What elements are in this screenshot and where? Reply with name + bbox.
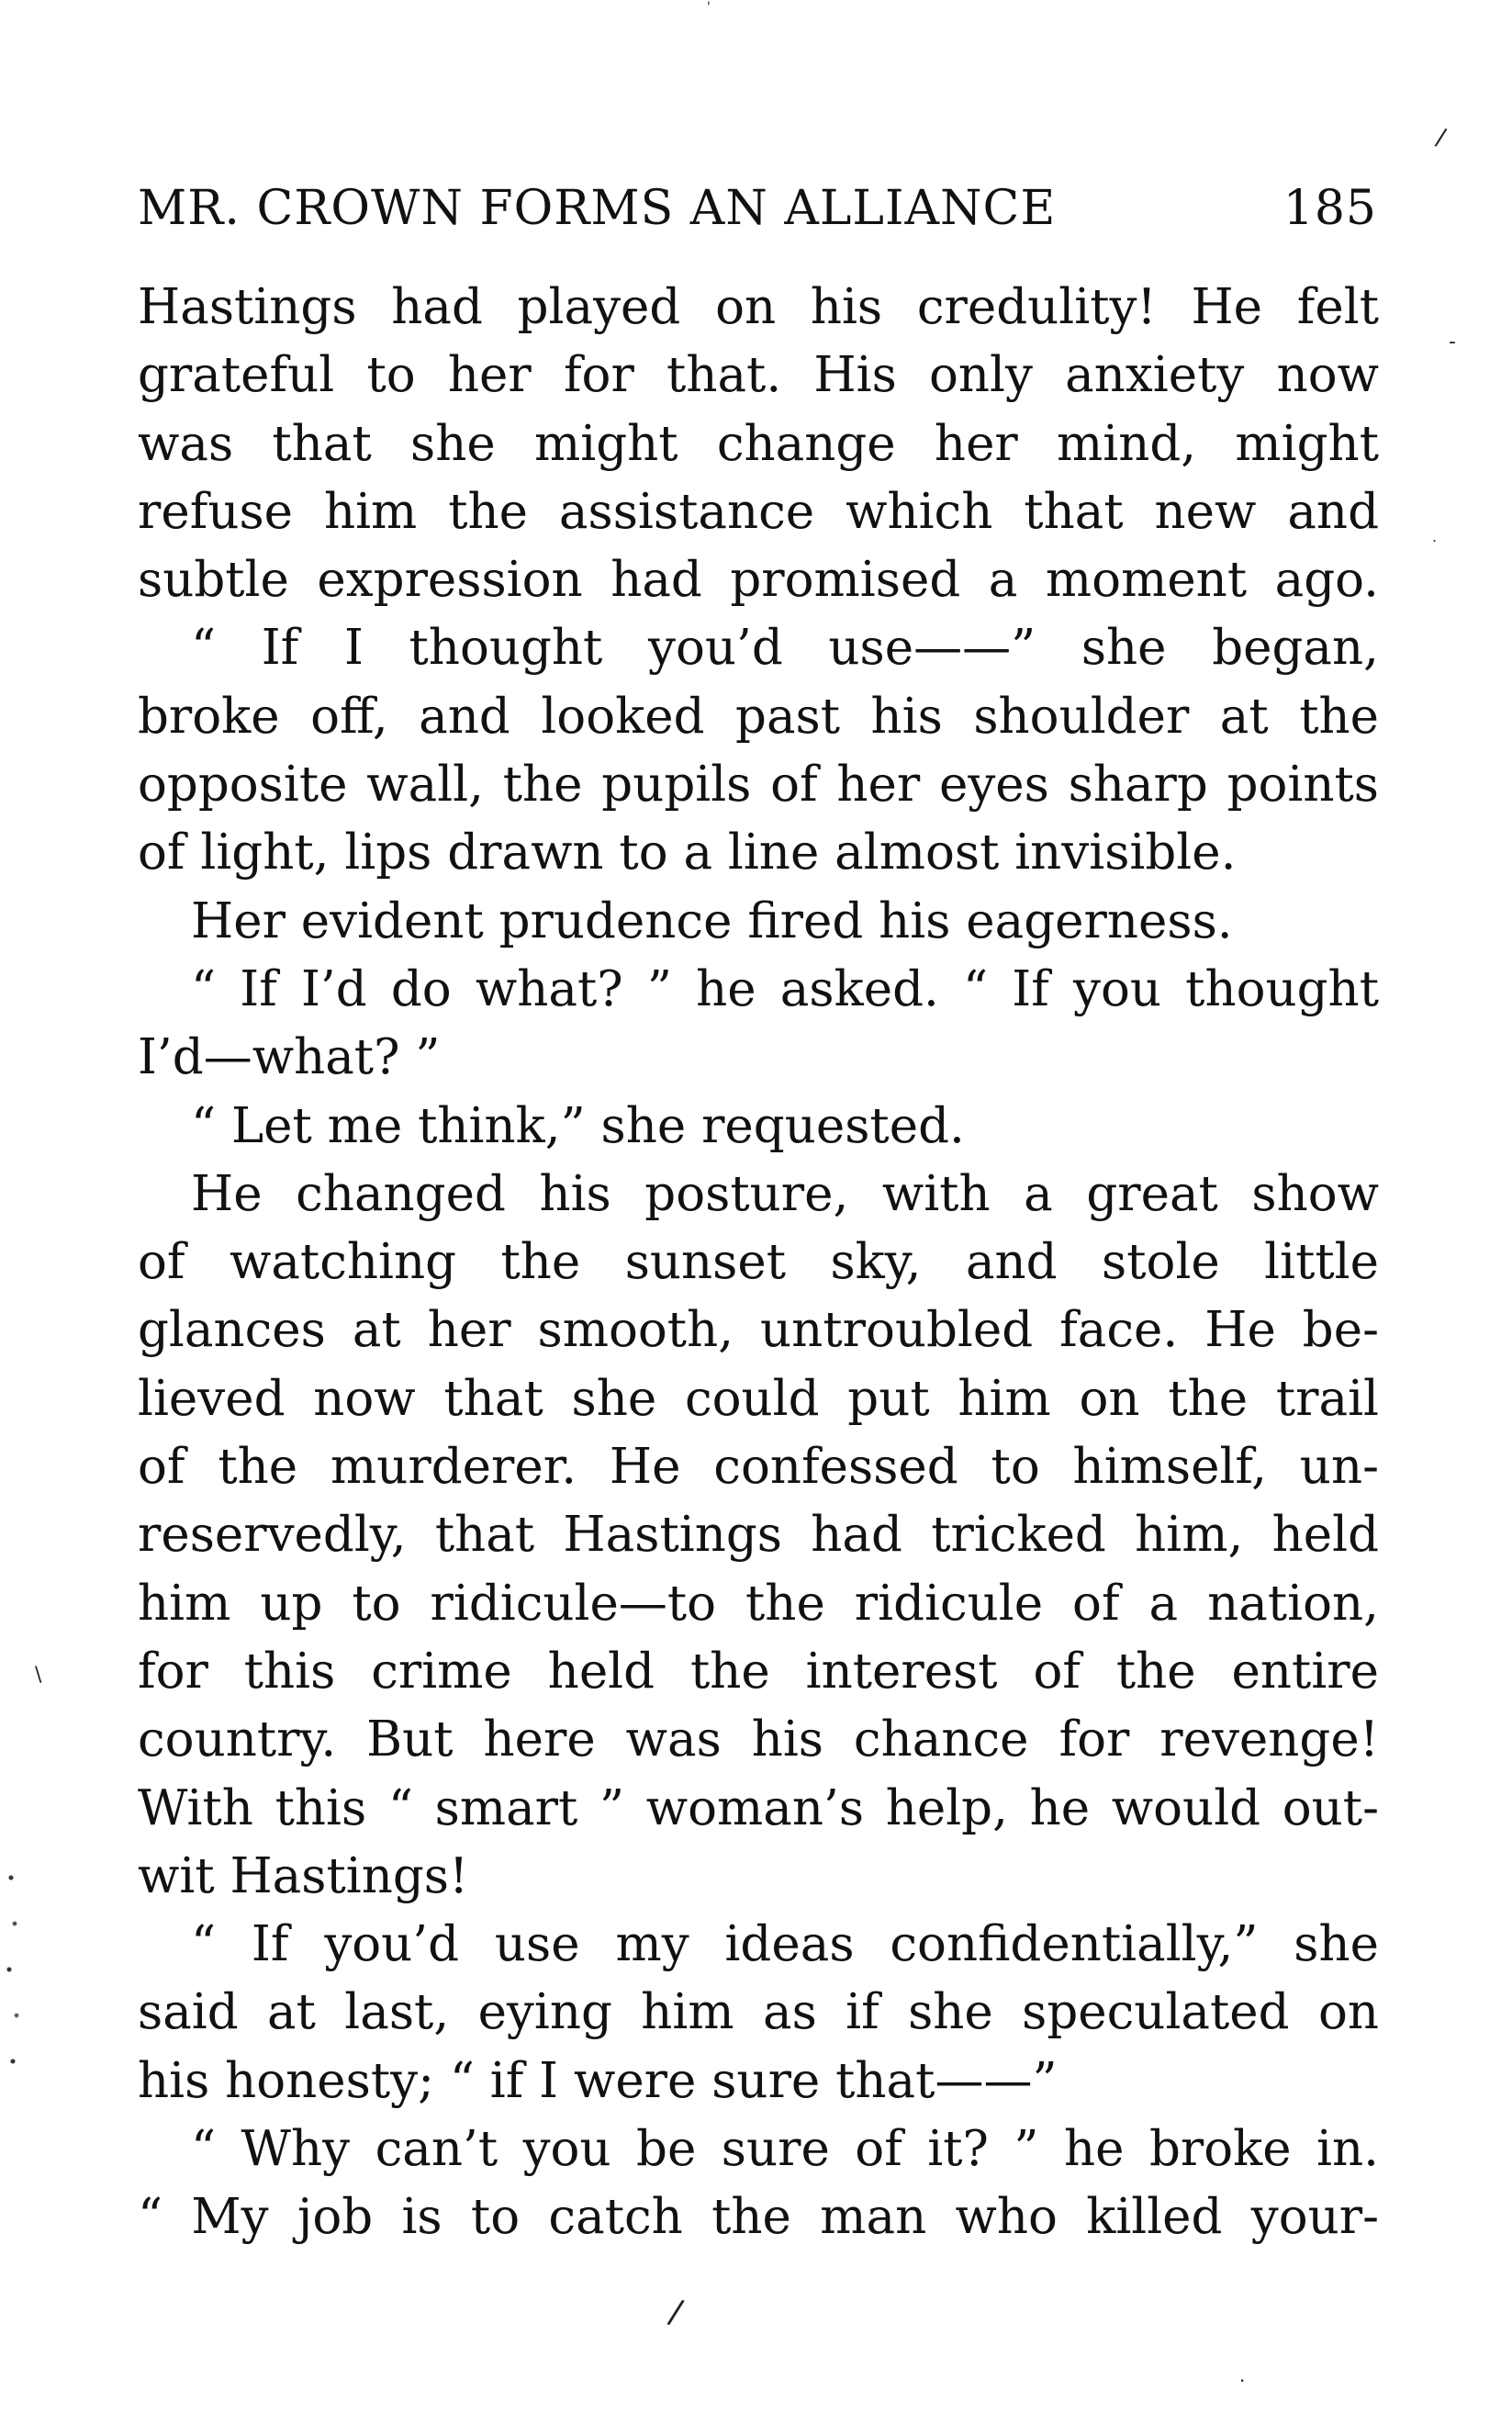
- text-line: country. But here was his chance for revenge!: [138, 1711, 1379, 1768]
- text-line: glances at her smooth, untroubled face. He be-: [138, 1302, 1379, 1359]
- text-line: his honesty; “ if I were sure that——”: [138, 2052, 1058, 2109]
- text-line: for this crime held the interest of the entire: [138, 1643, 1379, 1700]
- scan-mark: \: [35, 1664, 42, 1687]
- text-line: of watching the sunset sky, and stole little: [138, 1234, 1379, 1291]
- text-line: “ Let me think,” she requested.: [191, 1097, 965, 1154]
- text-line: grateful to her for that. His only anxiety now: [138, 347, 1379, 404]
- text-line: said at last, eying him as if she speculated on: [138, 1984, 1379, 2041]
- text-line: “ My job is to catch the man who killed your-: [138, 2189, 1379, 2246]
- text-line: “ If I’d do what? ” he asked. “ If you thought: [191, 960, 1379, 1017]
- scan-mark: /: [665, 2293, 687, 2332]
- body-text: [138, 274, 1379, 2252]
- scan-mark: .: [1239, 2364, 1246, 2386]
- text-line: subtle expression had promised a moment ago.: [138, 552, 1379, 609]
- text-line: refuse him the assistance which that new and: [138, 483, 1379, 540]
- text-line: “ Why can’t you be sure of it? ” he broke in.: [191, 2121, 1379, 2178]
- page-number: 185: [1282, 181, 1377, 236]
- text-line: lieved now that she could put him on the trail: [138, 1370, 1379, 1427]
- text-line: opposite wall, the pupils of her eyes sharp points: [138, 757, 1379, 814]
- chapter-title: MR. CROWN FORMS AN ALLIANCE: [138, 181, 1057, 236]
- text-line: “ If you’d use my ideas confidentially,” she: [191, 1916, 1379, 1973]
- scan-mark: .: [1432, 528, 1438, 545]
- running-head: [138, 176, 1377, 241]
- text-line: of the murderer. He confessed to himself, un-: [138, 1439, 1379, 1496]
- scan-mark: /: [1433, 123, 1449, 152]
- text-line: him up to ridicule—to the ridicule of a nation,: [138, 1575, 1379, 1632]
- text-line: broke off, and looked past his shoulder at the: [138, 688, 1379, 745]
- text-line: With this “ smart ” woman’s help, he would out-: [138, 1779, 1379, 1836]
- scan-mark: -: [1449, 331, 1456, 354]
- text-line: wit Hastings!: [138, 1847, 469, 1904]
- text-line: was that she might change her mind, might: [138, 415, 1379, 472]
- text-line: He changed his posture, with a great show: [191, 1165, 1379, 1222]
- text-line: of light, lips drawn to a line almost invisible.: [138, 825, 1237, 881]
- scan-noise: [2, 1859, 29, 2080]
- text-line: Her evident prudence fired his eagerness.: [191, 892, 1233, 949]
- text-line: “ If I thought you’d use——” she began,: [191, 620, 1379, 677]
- text-line: reservedly, that Hastings had tricked him, held: [138, 1507, 1379, 1564]
- text-line: I’d—what? ”: [138, 1029, 441, 1086]
- scan-mark: ': [707, 0, 711, 15]
- text-line: Hastings had played on his credulity! He felt: [138, 279, 1379, 335]
